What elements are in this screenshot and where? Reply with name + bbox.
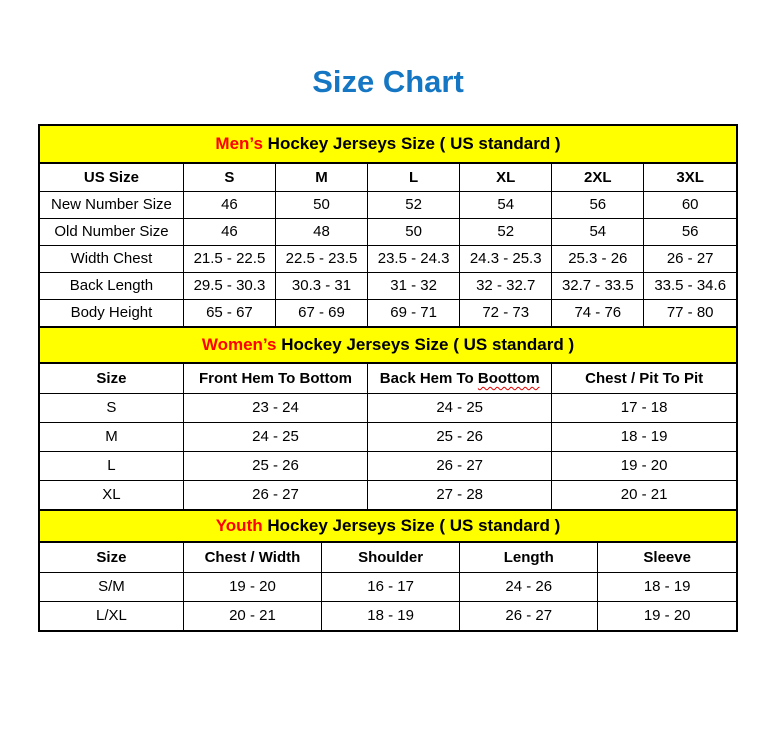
mens-row-new-number-size xyxy=(40,191,736,218)
column-header: 3XL xyxy=(644,164,736,191)
row-label: Old Number Size xyxy=(40,218,183,245)
value-cell: 32 - 32.7 xyxy=(460,272,552,299)
row-label: L/XL xyxy=(40,601,183,630)
value-cell: 17 - 18 xyxy=(552,393,736,422)
value-cell: 20 - 21 xyxy=(183,601,321,630)
value-cell: 56 xyxy=(644,218,736,245)
column-header: XL xyxy=(460,164,552,191)
column-header: Size xyxy=(40,543,183,572)
page-title: Size Chart xyxy=(312,64,464,99)
value-cell: 26 - 27 xyxy=(183,480,367,509)
value-cell: 21.5 - 22.5 xyxy=(183,245,275,272)
value-cell: 23 - 24 xyxy=(183,393,367,422)
womens-row-m xyxy=(40,422,736,451)
value-cell: 46 xyxy=(183,191,275,218)
mens-section-banner xyxy=(40,126,736,164)
value-cell: 52 xyxy=(368,191,460,218)
value-cell: 16 - 17 xyxy=(322,572,460,601)
row-label: XL xyxy=(40,480,183,509)
womens-header-row xyxy=(40,364,736,393)
value-cell: 24 - 26 xyxy=(460,572,598,601)
womens-section-banner xyxy=(40,326,736,364)
value-cell: 25 - 26 xyxy=(183,451,367,480)
row-label: S xyxy=(40,393,183,422)
value-cell: 23.5 - 24.3 xyxy=(368,245,460,272)
column-header: Chest / Pit To Pit xyxy=(552,364,736,393)
value-cell: 46 xyxy=(183,218,275,245)
womens-row-xl xyxy=(40,480,736,509)
youth-size-table xyxy=(40,543,736,630)
column-header: Shoulder xyxy=(322,543,460,572)
row-label: Body Height xyxy=(40,299,183,326)
youth-row-l-xl xyxy=(40,601,736,630)
section-womens xyxy=(40,326,736,509)
banner-rest-text: Hockey Jerseys Size ( US standard ) xyxy=(262,134,561,153)
banner-highlight-text: Youth xyxy=(215,516,263,535)
value-cell: 19 - 20 xyxy=(552,451,736,480)
value-cell: 32.7 - 33.5 xyxy=(552,272,644,299)
youth-section-banner xyxy=(40,509,736,543)
mens-header-row xyxy=(40,164,736,191)
value-cell: 18 - 19 xyxy=(552,422,736,451)
row-label: Width Chest xyxy=(40,245,183,272)
value-cell: 48 xyxy=(275,218,367,245)
column-header: US Size xyxy=(40,164,183,191)
value-cell: 67 - 69 xyxy=(275,299,367,326)
column-header: L xyxy=(368,164,460,191)
value-cell: 77 - 80 xyxy=(644,299,736,326)
size-chart-page xyxy=(0,64,776,632)
value-cell: 54 xyxy=(552,218,644,245)
section-mens xyxy=(40,126,736,326)
value-cell: 50 xyxy=(368,218,460,245)
column-header: Chest / Width xyxy=(183,543,321,572)
value-cell: 69 - 71 xyxy=(368,299,460,326)
value-cell: 30.3 - 31 xyxy=(275,272,367,299)
value-cell: 74 - 76 xyxy=(552,299,644,326)
value-cell: 33.5 - 34.6 xyxy=(644,272,736,299)
youth-header-row xyxy=(40,543,736,572)
column-header: M xyxy=(275,164,367,191)
youth-row-s-m xyxy=(40,572,736,601)
section-youth xyxy=(40,509,736,630)
misspelled-word: Boottom xyxy=(477,369,540,387)
mens-row-body-height xyxy=(40,299,736,326)
column-header: Sleeve xyxy=(598,543,736,572)
column-header: S xyxy=(183,164,275,191)
value-cell: 24.3 - 25.3 xyxy=(460,245,552,272)
value-cell: 26 - 27 xyxy=(368,451,552,480)
banner-highlight-text: Women’s xyxy=(201,335,277,354)
value-cell: 56 xyxy=(552,191,644,218)
womens-size-table xyxy=(40,364,736,509)
column-header-text: Back Hem To xyxy=(379,369,478,387)
mens-row-width-chest xyxy=(40,245,736,272)
column-header: Length xyxy=(460,543,598,572)
row-label: Back Length xyxy=(40,272,183,299)
value-cell: 25 - 26 xyxy=(368,422,552,451)
row-label: L xyxy=(40,451,183,480)
value-cell: 29.5 - 30.3 xyxy=(183,272,275,299)
value-cell: 19 - 20 xyxy=(598,601,736,630)
row-label: S/M xyxy=(40,572,183,601)
mens-size-table xyxy=(40,164,736,326)
column-header xyxy=(368,364,552,393)
row-label: New Number Size xyxy=(40,191,183,218)
value-cell: 52 xyxy=(460,218,552,245)
column-header: Front Hem To Bottom xyxy=(183,364,367,393)
value-cell: 24 - 25 xyxy=(368,393,552,422)
banner-rest-text: Hockey Jerseys Size ( US standard ) xyxy=(276,335,575,354)
value-cell: 18 - 19 xyxy=(322,601,460,630)
value-cell: 26 - 27 xyxy=(460,601,598,630)
banner-rest-text: Hockey Jerseys Size ( US standard ) xyxy=(262,516,561,535)
value-cell: 20 - 21 xyxy=(552,480,736,509)
value-cell: 22.5 - 23.5 xyxy=(275,245,367,272)
value-cell: 25.3 - 26 xyxy=(552,245,644,272)
value-cell: 18 - 19 xyxy=(598,572,736,601)
value-cell: 72 - 73 xyxy=(460,299,552,326)
size-chart-tables xyxy=(38,124,738,632)
banner-highlight-text: Men’s xyxy=(215,134,263,153)
value-cell: 26 - 27 xyxy=(644,245,736,272)
value-cell: 54 xyxy=(460,191,552,218)
column-header: Size xyxy=(40,364,183,393)
column-header: 2XL xyxy=(552,164,644,191)
value-cell: 19 - 20 xyxy=(183,572,321,601)
value-cell: 60 xyxy=(644,191,736,218)
row-label: M xyxy=(40,422,183,451)
value-cell: 50 xyxy=(275,191,367,218)
mens-row-old-number-size xyxy=(40,218,736,245)
womens-row-l xyxy=(40,451,736,480)
value-cell: 31 - 32 xyxy=(368,272,460,299)
value-cell: 27 - 28 xyxy=(368,480,552,509)
value-cell: 65 - 67 xyxy=(183,299,275,326)
womens-row-s xyxy=(40,393,736,422)
value-cell: 24 - 25 xyxy=(183,422,367,451)
mens-row-back-length xyxy=(40,272,736,299)
